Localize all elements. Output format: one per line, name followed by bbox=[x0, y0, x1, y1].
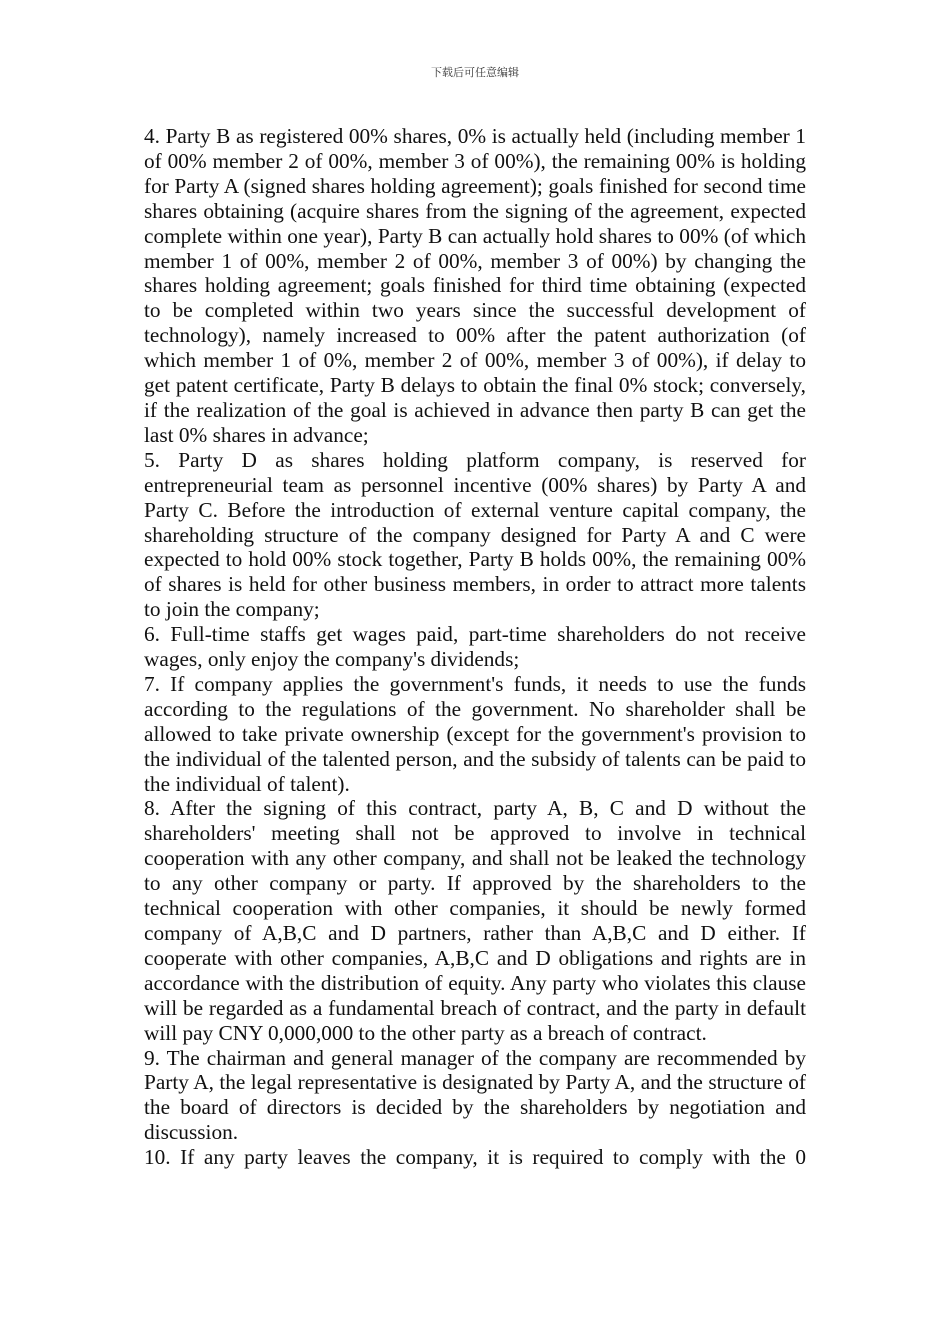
clause-7: 7. If company applies the government's funds, it needs to use the funds according to the regulations of the government. No shareholder shall be allowed to take private ownership (except for the government's provision to the individual of the talented person, and the subsidy of talents can be paid to the individual of talent). bbox=[144, 671, 806, 796]
clause-5: 5. Party D as shares holding platform company, is reserved for entrepreneurial team as personnel incentive (00% shares) by Party A and Party C. Before the introduction of external venture capital company, the shareholding structure of the company designed for Party A and C were expected to hold 00% stock together, Party B holds 00%, the remaining 00% of shares is held for other business members, in order to attract more talents to join the company; bbox=[144, 447, 806, 622]
clause-10: 10. If any party leaves the company, it is required to comply with the 0 bbox=[144, 1145, 806, 1170]
clause-8: 8. After the signing of this contract, party A, B, C and D without the shareholders' meeting shall not be approved to involve in technical cooperation with any other company, and shall not be leaked the technology to any other company or party. If approved by the shareholders to the technical cooperation with other companies, it should be newly formed company of A,B,C and D partners, rather than A,B,C and D either. If cooperate with other companies, A,B,C and D obligations and rights are in accordance with the distribution of equity. Any party who violates this clause will be regarded as a fundamental breach of contract, and the party in default will pay CNY 0,000,000 to the other party as a breach of contract. bbox=[144, 796, 806, 1045]
clause-4: 4. Party B as registered 00% shares, 0% is actually held (including member 1 of 00% member 2 of 00%, member 3 of 00%), the remaining 00% is holding for Party A (signed shares holding agreement); goals finished for second time shares obtaining (acquire shares from the signing of the agreement, expected complete within one year), Party B can actually hold shares to 00% (of which member 1 of 00%, member 2 of 00%, member 3 of 00%) by changing the shares holding agreement; goals finished for third time obtaining (expected to be completed within two years since the successful development of technology), namely increased to 00% after the patent authorization (of which member 1 of 0%, member 2 of 00%, member 3 of 00%), if delay to get patent certificate, Party B delays to obtain the final 0% stock; conversely, if the realization of the goal is achieved in advance then party B can get the last 0% shares in advance; bbox=[144, 124, 806, 447]
document-body bbox=[144, 124, 806, 1170]
clause-9: 9. The chairman and general manager of the company are recommended by Party A, the legal representative is designated by Party A, and the structure of the board of directors is decided by the shareholders by negotiation and discussion. bbox=[144, 1045, 806, 1145]
page-header: 下载后可任意编辑 bbox=[431, 66, 519, 79]
clause-6: 6. Full-time staffs get wages paid, part-time shareholders do not receive wages, only enjoy the company's dividends; bbox=[144, 622, 806, 672]
